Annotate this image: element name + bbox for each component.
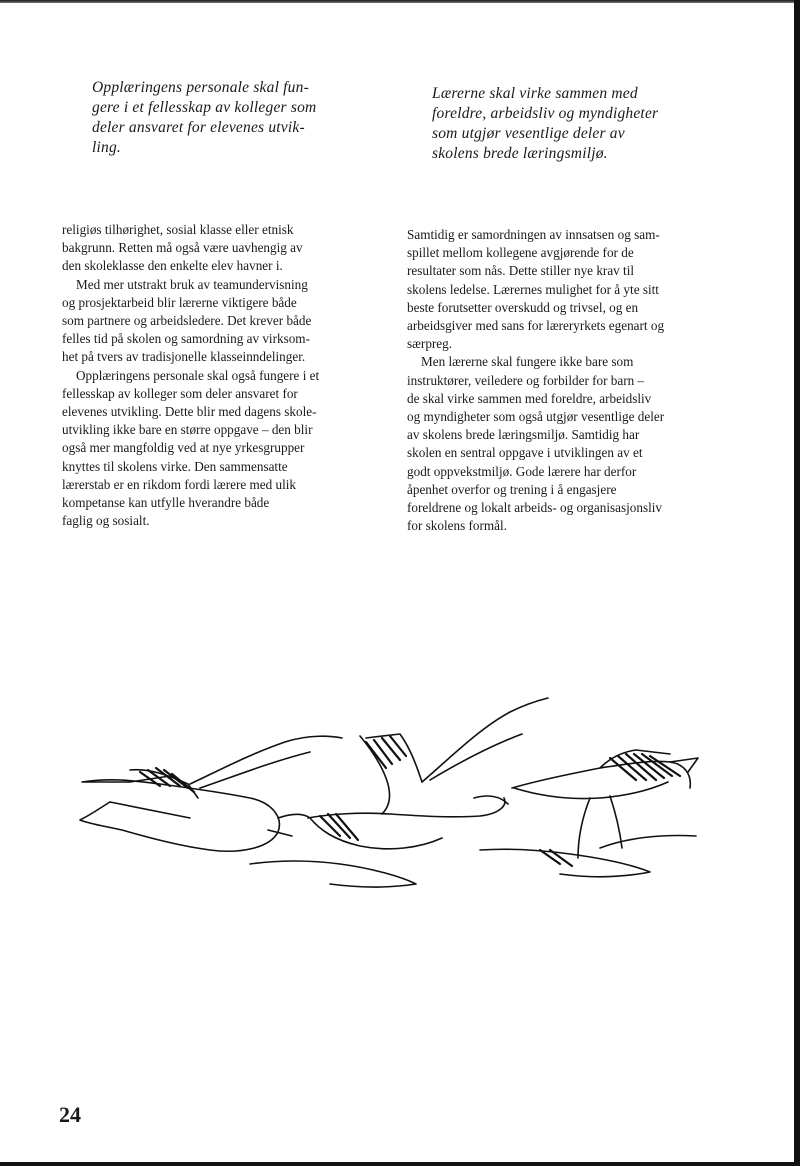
flying-geese-sketch-icon [70, 688, 720, 918]
paragraph: Samtidig er samordningen av innsatsen og sam- spillet mellom kollegene avgjørende for de resultater som nås. Dette stiller nye krav til skolens ledelse. Lærernes mulighet for å yte sitt beste forutsetter overskudd og trivsel, og en arbeidsgiver med sans for læreryrkets egenart og særpreg. [407, 227, 665, 352]
paragraph: Opplæringens personale skal også fungere i et fellesskap av kolleger som deler ansvaret for elevenes utvikling. Dette blir med dagens skole- utvikling ikke bare en større oppgave – den blir også mer mangfoldig ved at nye yrkesgrupper knyttes til skolens virke. Den sammensatte lærerstab er en rikdom fordi lærere med ulik kompetanse kan utfylle hverandre både faglig og sosialt. [62, 367, 320, 529]
goose-sketch [80, 736, 342, 851]
paragraph: religiøs tilhørighet, sosial klasse eller etnisk bakgrunn. Retten må også være uavhengig av den skoleklasse den enkelte elev havner i. [62, 222, 303, 274]
goose-sketch [250, 698, 548, 887]
pull-quote-left: Opplæringens personale skal fun- gere i et fellesskap av kolleger som deler ansvaret for elevenes utvik- ling. [92, 79, 317, 156]
page-number: 24 [59, 1102, 81, 1127]
goose-sketch [480, 750, 698, 877]
page-edge-bottom [0, 1162, 800, 1166]
pull-quote-right: Lærerne skal virke sammen med foreldre, arbeidsliv og myndigheter som utgjør vesentlige deler av skolens brede læringsmiljø. [432, 85, 659, 162]
page-edge-right [794, 0, 800, 1166]
paragraph: Med mer utstrakt bruk av teamundervisning og prosjektarbeid blir lærerne viktigere både som partnere og arbeidsledere. Det krever både felles tid på skolen og samordning av virksom- het på tvers av tradisjonelle klasseinndelinger. [62, 276, 312, 365]
body-column-right [407, 226, 727, 535]
paragraph: Men lærerne skal fungere ikke bare som instruktører, veiledere og forbilder for barn – de skal virke sammen med foreldre, arbeidsliv og myndigheter som også utgjør vesentlige deler av skolens brede læringsmiljø. Samtidig har skolen en sentral oppgave i utviklingen av et godt oppvekstmiljø. Gode lærere har derfor åpenhet overfor og trening i å engasjere foreldrene og lokalt arbeids- og organisasjonsliv for skolens formål. [407, 354, 665, 534]
body-column-left [62, 221, 374, 530]
page-edge-top [0, 0, 800, 3]
